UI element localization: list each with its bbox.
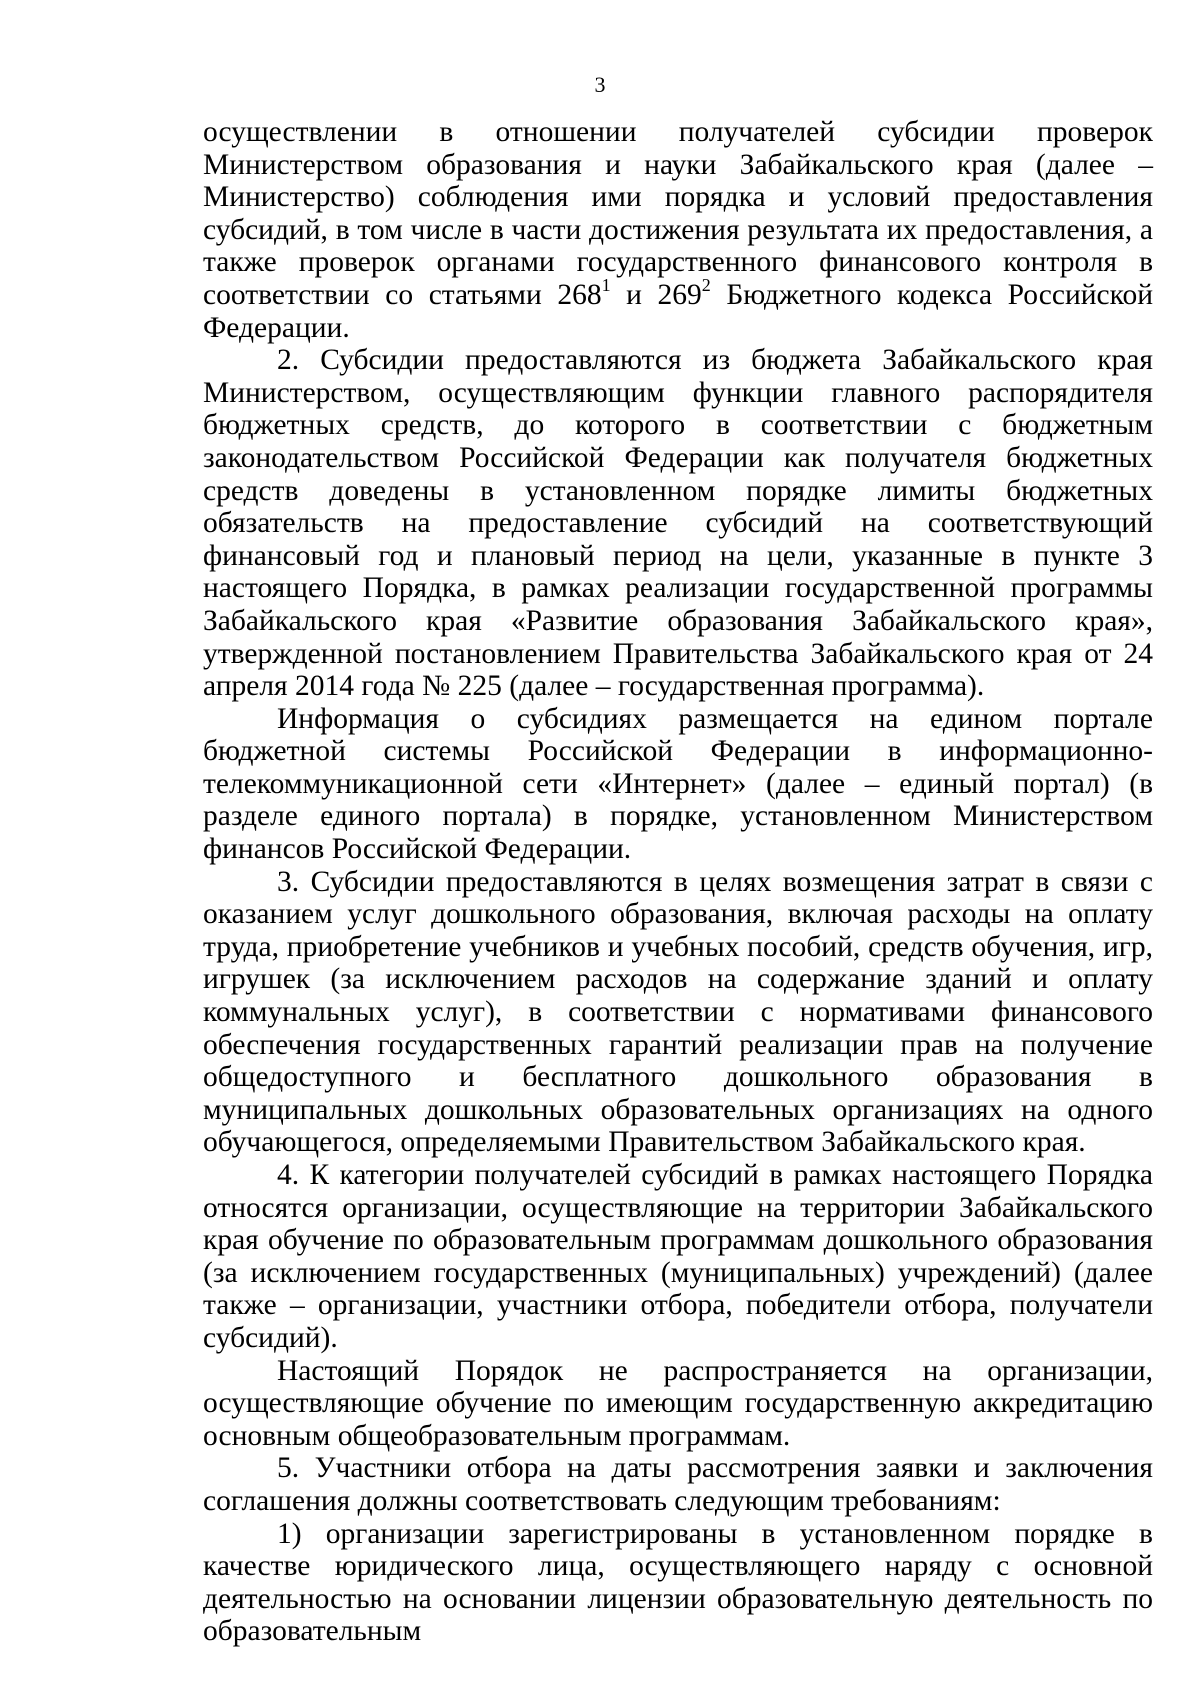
paragraph-item-3: 3. Субсидии предоставляются в целях возмещения затрат в связи с оказанием услуг дошкольного образования, включая расходы на оплату труда, приобретение учебников и учебных пособий, средств обучения, игр, игрушек (за исключением расходов на содержание зданий и оплату коммунальных услуг), в соответствии с нормативами финансового обеспечения государственных гарантий реализации прав на получение общедоступного и бесплатного дошкольного образования в муниципальных дошкольных образовательных организациях на одного обучающегося, определяемыми Правительством Забайкальского края. xyxy=(203,865,1153,1159)
paragraph-intro xyxy=(203,116,1153,344)
document-body xyxy=(203,116,1153,1648)
page-number: 3 xyxy=(594,72,606,97)
statute-reference: в соответствии со статьями $268^1$ и $269^2$ Бюджетного кодекса Российской Федерации. xyxy=(203,246,1154,344)
paragraph-subsidy-info: Информация о субсидиях размещается на едином портале бюджетной системы Российской Федерации в информационно-телекоммуникационной сети «Интернет» (далее – единый портал) (в разделе единого портала) в порядке, установленном Министерством финансов Российской Федерации. xyxy=(203,702,1153,866)
paragraph-item-4: 4. К категории получателей субсидий в рамках настоящего Порядка относятся организации, осуществляющие на территории Забайкальского края обучение по образовательным программам дошкольного образования (за исключением государственных (муниципальных) учреждений) (далее также – организации, участники отбора, победители отбора, получатели субсидий). xyxy=(203,1159,1153,1354)
paragraph-intro-text: осуществлении в отношении получателей субсидии проверок Министерством образования и науки Забайкальского края (далее – Министерство) соблюдения ими порядка и условий предоставления субсидий, в том числе в части достижения результата их предоставления, а также проверок органами государственного финансового контроля xyxy=(203,116,1153,279)
paragraph-item-2: 2. Субсидии предоставляются из бюджета Забайкальского края Министерством, осуществляющим функции главного распорядителя бюджетных средств, до которого в соответствии с бюджетным законодательством Российской Федерации как получателя бюджетных средств доведены в установленном порядке лимиты бюджетных обязательств на предоставление субсидий на соответствующий финансовый год и плановый период на цели, указанные в пункте 3 настоящего Порядка, в рамках реализации государственной программы Забайкальского края «Развитие образования Забайкальского края», утвержденной постановлением Правительства Забайкальского края от 24 апреля 2014 года № 225 (далее – государственная программа). xyxy=(203,344,1153,703)
superscript-1: 1 xyxy=(601,274,611,295)
paragraph-requirement-1: 1) организации зарегистрированы в установленном порядке в качестве юридического лица, осуществляющего наряду с основной деятельностью на основании лицензии образовательную деятельность по образовательным xyxy=(203,1517,1153,1648)
paragraph-scope-exclusion: Настоящий Порядок не распространяется на организации, осуществляющие обучение по имеющим государственную аккредитацию основным общеобразовательным программам. xyxy=(203,1354,1153,1452)
paragraph-item-5: 5. Участники отбора на даты рассмотрения заявки и заключения соглашения должны соответствовать следующим требованиям: xyxy=(203,1452,1153,1517)
superscript-2: 2 xyxy=(701,274,711,295)
